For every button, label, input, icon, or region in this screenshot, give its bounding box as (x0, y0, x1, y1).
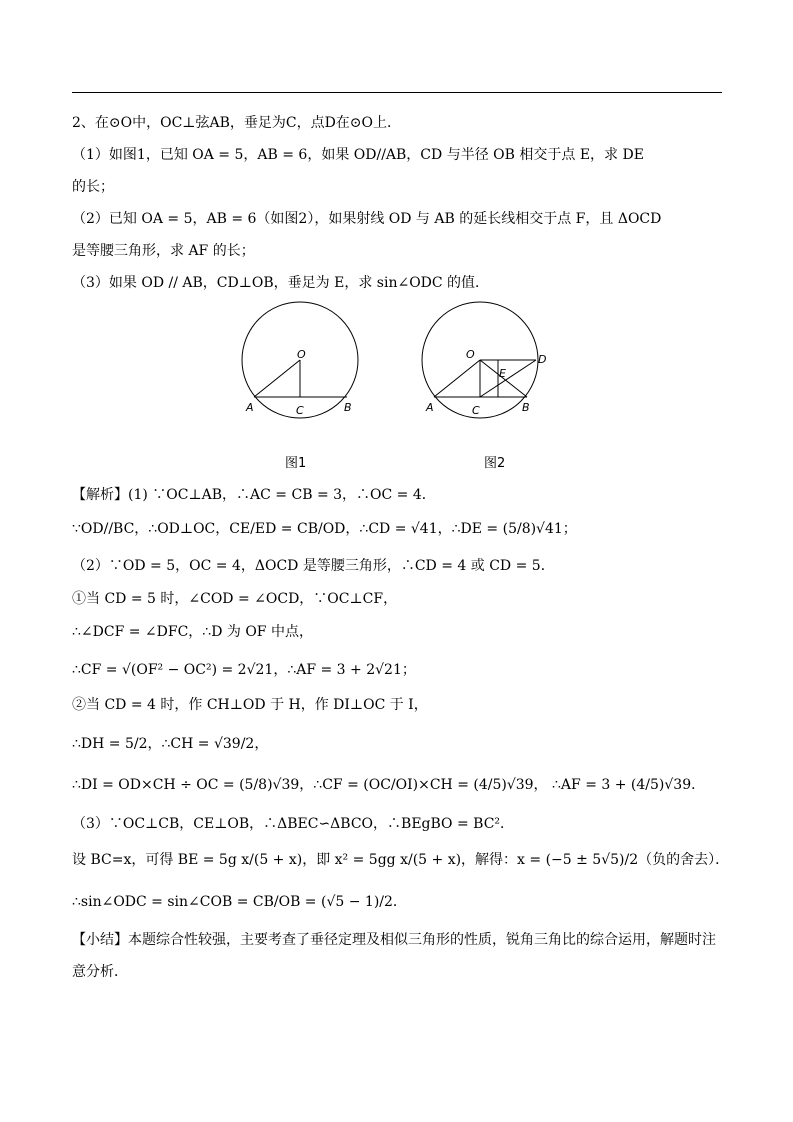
figures (230, 300, 570, 430)
solution-line-5: ∴∠DCF = ∠DFC，∴D 为 OF 中点， (72, 624, 313, 640)
solution-line-12: ∴sin∠ODC = sin∠COB = CB/OB = (√5 − 1)/2． (72, 894, 407, 910)
fig2-label-a: A (426, 401, 434, 414)
segment-oa-1 (254, 360, 300, 397)
fig1-label-o: O (297, 348, 306, 361)
question-3: （3）如果 OD // AB，CD⊥OB，垂足为 E，求 sin∠ODC 的值． (72, 275, 490, 291)
figure-2 (422, 302, 538, 418)
segment-oa-2 (434, 360, 480, 397)
solution-line-4: ①当 CD = 5 时，∠COD = ∠OCD，∵OC⊥CF， (72, 591, 398, 607)
fig2-label-c: C (472, 404, 480, 417)
solution-line-6: ∴CF = √(OF² − OC²) = 2√21，∴AF = 3 + 2√21； (72, 662, 416, 678)
fig2-label-d: D (538, 353, 547, 366)
fig1-label-b: B (344, 401, 352, 414)
solution-line-3: （2）∵OD = 5，OC = 4，ΔOCD 是等腰三角形，∴CD = 4 或 CD = 5． (72, 558, 555, 574)
fig2-label-b: B (522, 401, 530, 414)
solution-line-11: 设 BC=x，可得 BE = 5g x/(5 + x)，即 x² = 5gg x/(5 + x)，解得：x = (−5 ± 5√5)/2（负的舍去）． (72, 852, 730, 868)
solution-line-10: （3）∵OC⊥CB，CE⊥OB，∴ΔBEC∽ΔBCO，∴BEgBO = BC²． (72, 816, 515, 832)
fig2-label-e: E (499, 367, 506, 380)
solution-line-1: 【解析】(1) ∵OC⊥AB，∴AC = CB = 3，∴OC = 4． (72, 487, 436, 503)
fig1-label-a: A (246, 401, 254, 414)
solution-line-8: ∴DH = 5/2，∴CH = √39/2， (72, 736, 269, 752)
solution-line-2: ∵OD//BC，∴OD⊥OC，CE/ED = CB/OD，∴CD = √41，∴DE = (5/8)√41； (72, 521, 577, 537)
summary-line-2: 意分析． (72, 964, 128, 980)
solution-line-7: ②当 CD = 4 时，作 CH⊥OD 于 H，作 DI⊥OC 于 I， (72, 697, 428, 713)
problem-stem: 2、在⊙O中，OC⊥弦AB，垂足为C，点D在⊙O上． (72, 115, 402, 131)
question-2-cont: 是等腰三角形，求 AF 的长； (72, 243, 255, 259)
fig1-label-c: C (296, 404, 304, 417)
figure-2-caption: 图2 (484, 456, 506, 471)
geometry-figures (230, 300, 570, 430)
question-2: （2）已知 OA = 5，AB = 6（如图2），如果射线 OD 与 AB 的延长线相交于点 F，且 ΔOCD (72, 211, 662, 227)
question-1-cont: 的长； (72, 179, 114, 195)
question-1: （1）如图1，已知 OA = 5，AB = 6，如果 OD//AB，CD 与半径 OB 相交于点 E，求 DE (72, 147, 644, 163)
summary-line-1: 【小结】本题综合性较强，主要考查了垂径定理及相似三角形的性质，锐角三角比的综合运用，解题时注 (72, 932, 716, 948)
solution-line-9: ∴DI = OD×CH ÷ OC = (5/8)√39，∴CF = (OC/OI)×CH = (4/5)√39， ∴AF = 3 + (4/5)√39． (72, 777, 706, 793)
segment-cd-2 (480, 360, 536, 397)
figure-1-caption: 图1 (285, 456, 307, 471)
header-rule (72, 92, 722, 93)
fig2-label-o: O (466, 348, 475, 361)
